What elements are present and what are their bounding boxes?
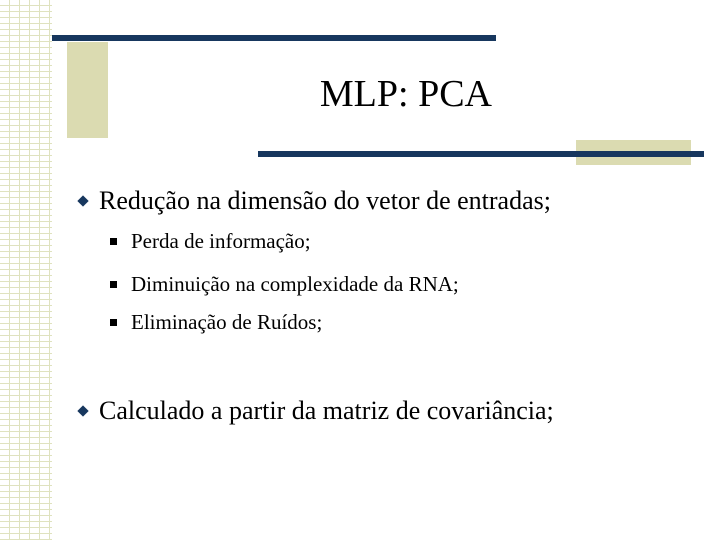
square-bullet-icon (110, 238, 117, 245)
bullet-text: Redução na dimensão do vetor de entradas; (99, 186, 551, 215)
sub-bullet-item (110, 308, 322, 336)
title-rule-bottom (258, 151, 704, 157)
bullet-item (76, 184, 551, 218)
slide-title: MLP: PCA (319, 73, 492, 115)
bullet-text: Calculado a partir da matriz de covariância; (99, 396, 554, 425)
title-rule-top (52, 35, 496, 41)
sub-bullet-text: Diminuição na complexidade da RNA; (131, 272, 459, 296)
bullet-item (76, 394, 554, 428)
decorative-accent-block-top (67, 42, 108, 138)
diamond-bullet-icon (77, 405, 88, 416)
sub-bullet-text: Eliminação de Ruídos; (131, 310, 323, 334)
square-bullet-icon (110, 281, 117, 288)
square-bullet-icon (110, 319, 117, 326)
sub-bullet-item (110, 270, 459, 298)
sub-bullet-item (110, 227, 311, 255)
sub-bullet-text: Perda de informação; (131, 229, 311, 253)
diamond-bullet-icon (77, 195, 88, 206)
decorative-checker-strip (0, 0, 52, 540)
